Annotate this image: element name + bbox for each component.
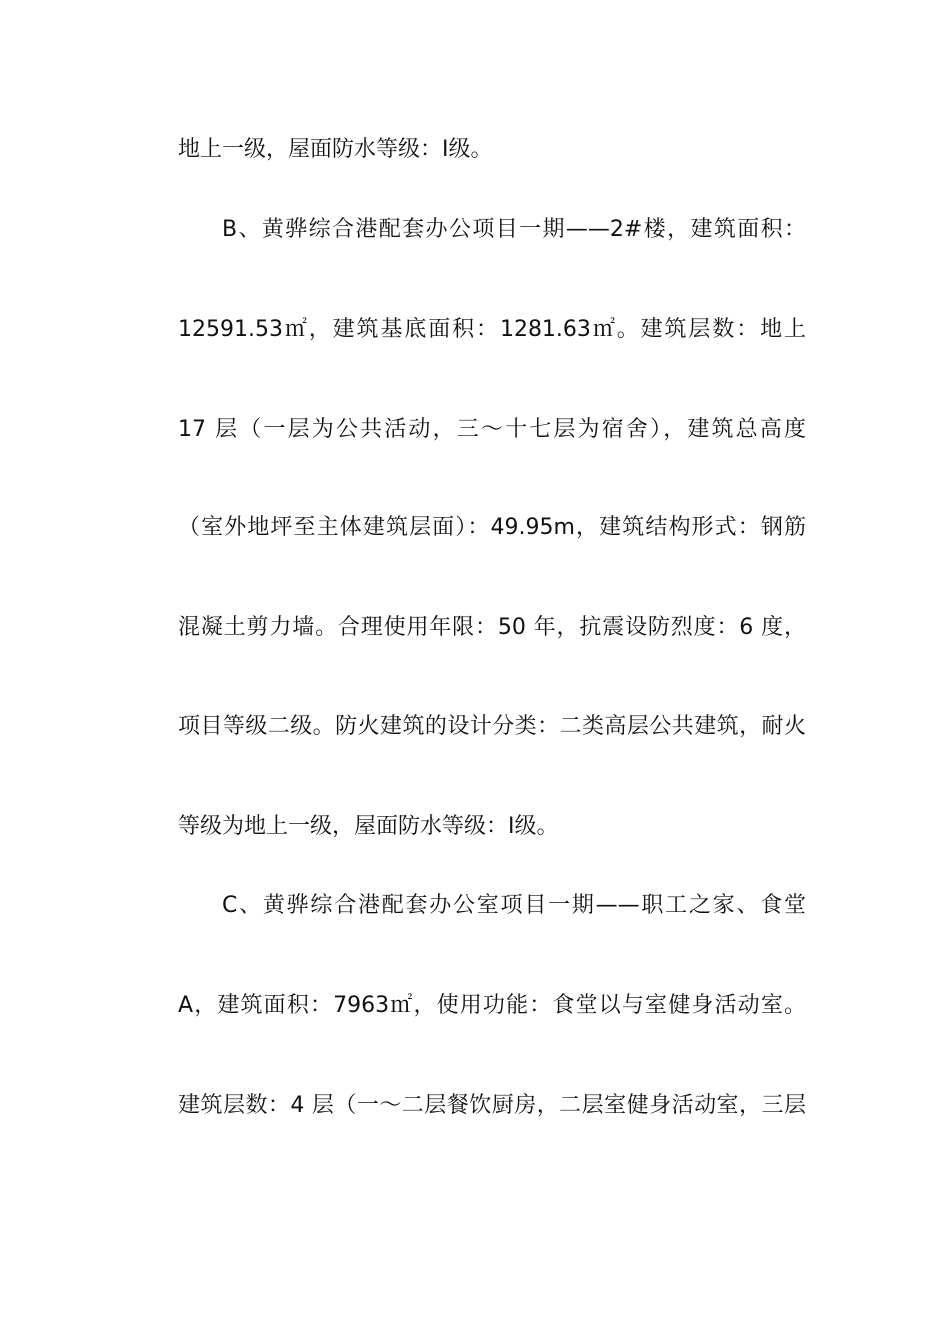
text-line-5: （室外地坪至主体建筑层面）：49.95m，建筑结构形式：钢筋 [178, 515, 806, 540]
text-line-7: 项目等级二级。防火建筑的设计分类：二类高层公共建筑，耐火 [178, 714, 806, 739]
text-line-10: A，建筑面积：7963㎡，使用功能：食堂以与室健身活动室。 [178, 993, 806, 1018]
text-line-11: 建筑层数：4 层（一～二层餐饮厨房，二层室健身活动室，三层 [178, 1093, 806, 1118]
text-line-1: 地上一级，屋面防水等级：Ⅰ级。 [178, 137, 493, 162]
text-line-3: 12591.53㎡，建筑基底面积：1281.63㎡。建筑层数：地上 [178, 317, 806, 342]
text-line-8: 等级为地上一级，屋面防水等级：Ⅰ级。 [178, 814, 559, 839]
text-line-9: C、黄骅综合港配套办公室项目一期——职工之家、食堂 [222, 893, 806, 918]
text-line-4: 17 层（一层为公共活动，三～十七层为宿舍），建筑总高度 [178, 417, 806, 442]
text-line-2: B、黄骅综合港配套办公项目一期——2#楼，建筑面积： [222, 217, 806, 242]
text-line-6: 混凝土剪力墙。合理使用年限：50 年，抗震设防烈度：6 度， [178, 615, 806, 640]
